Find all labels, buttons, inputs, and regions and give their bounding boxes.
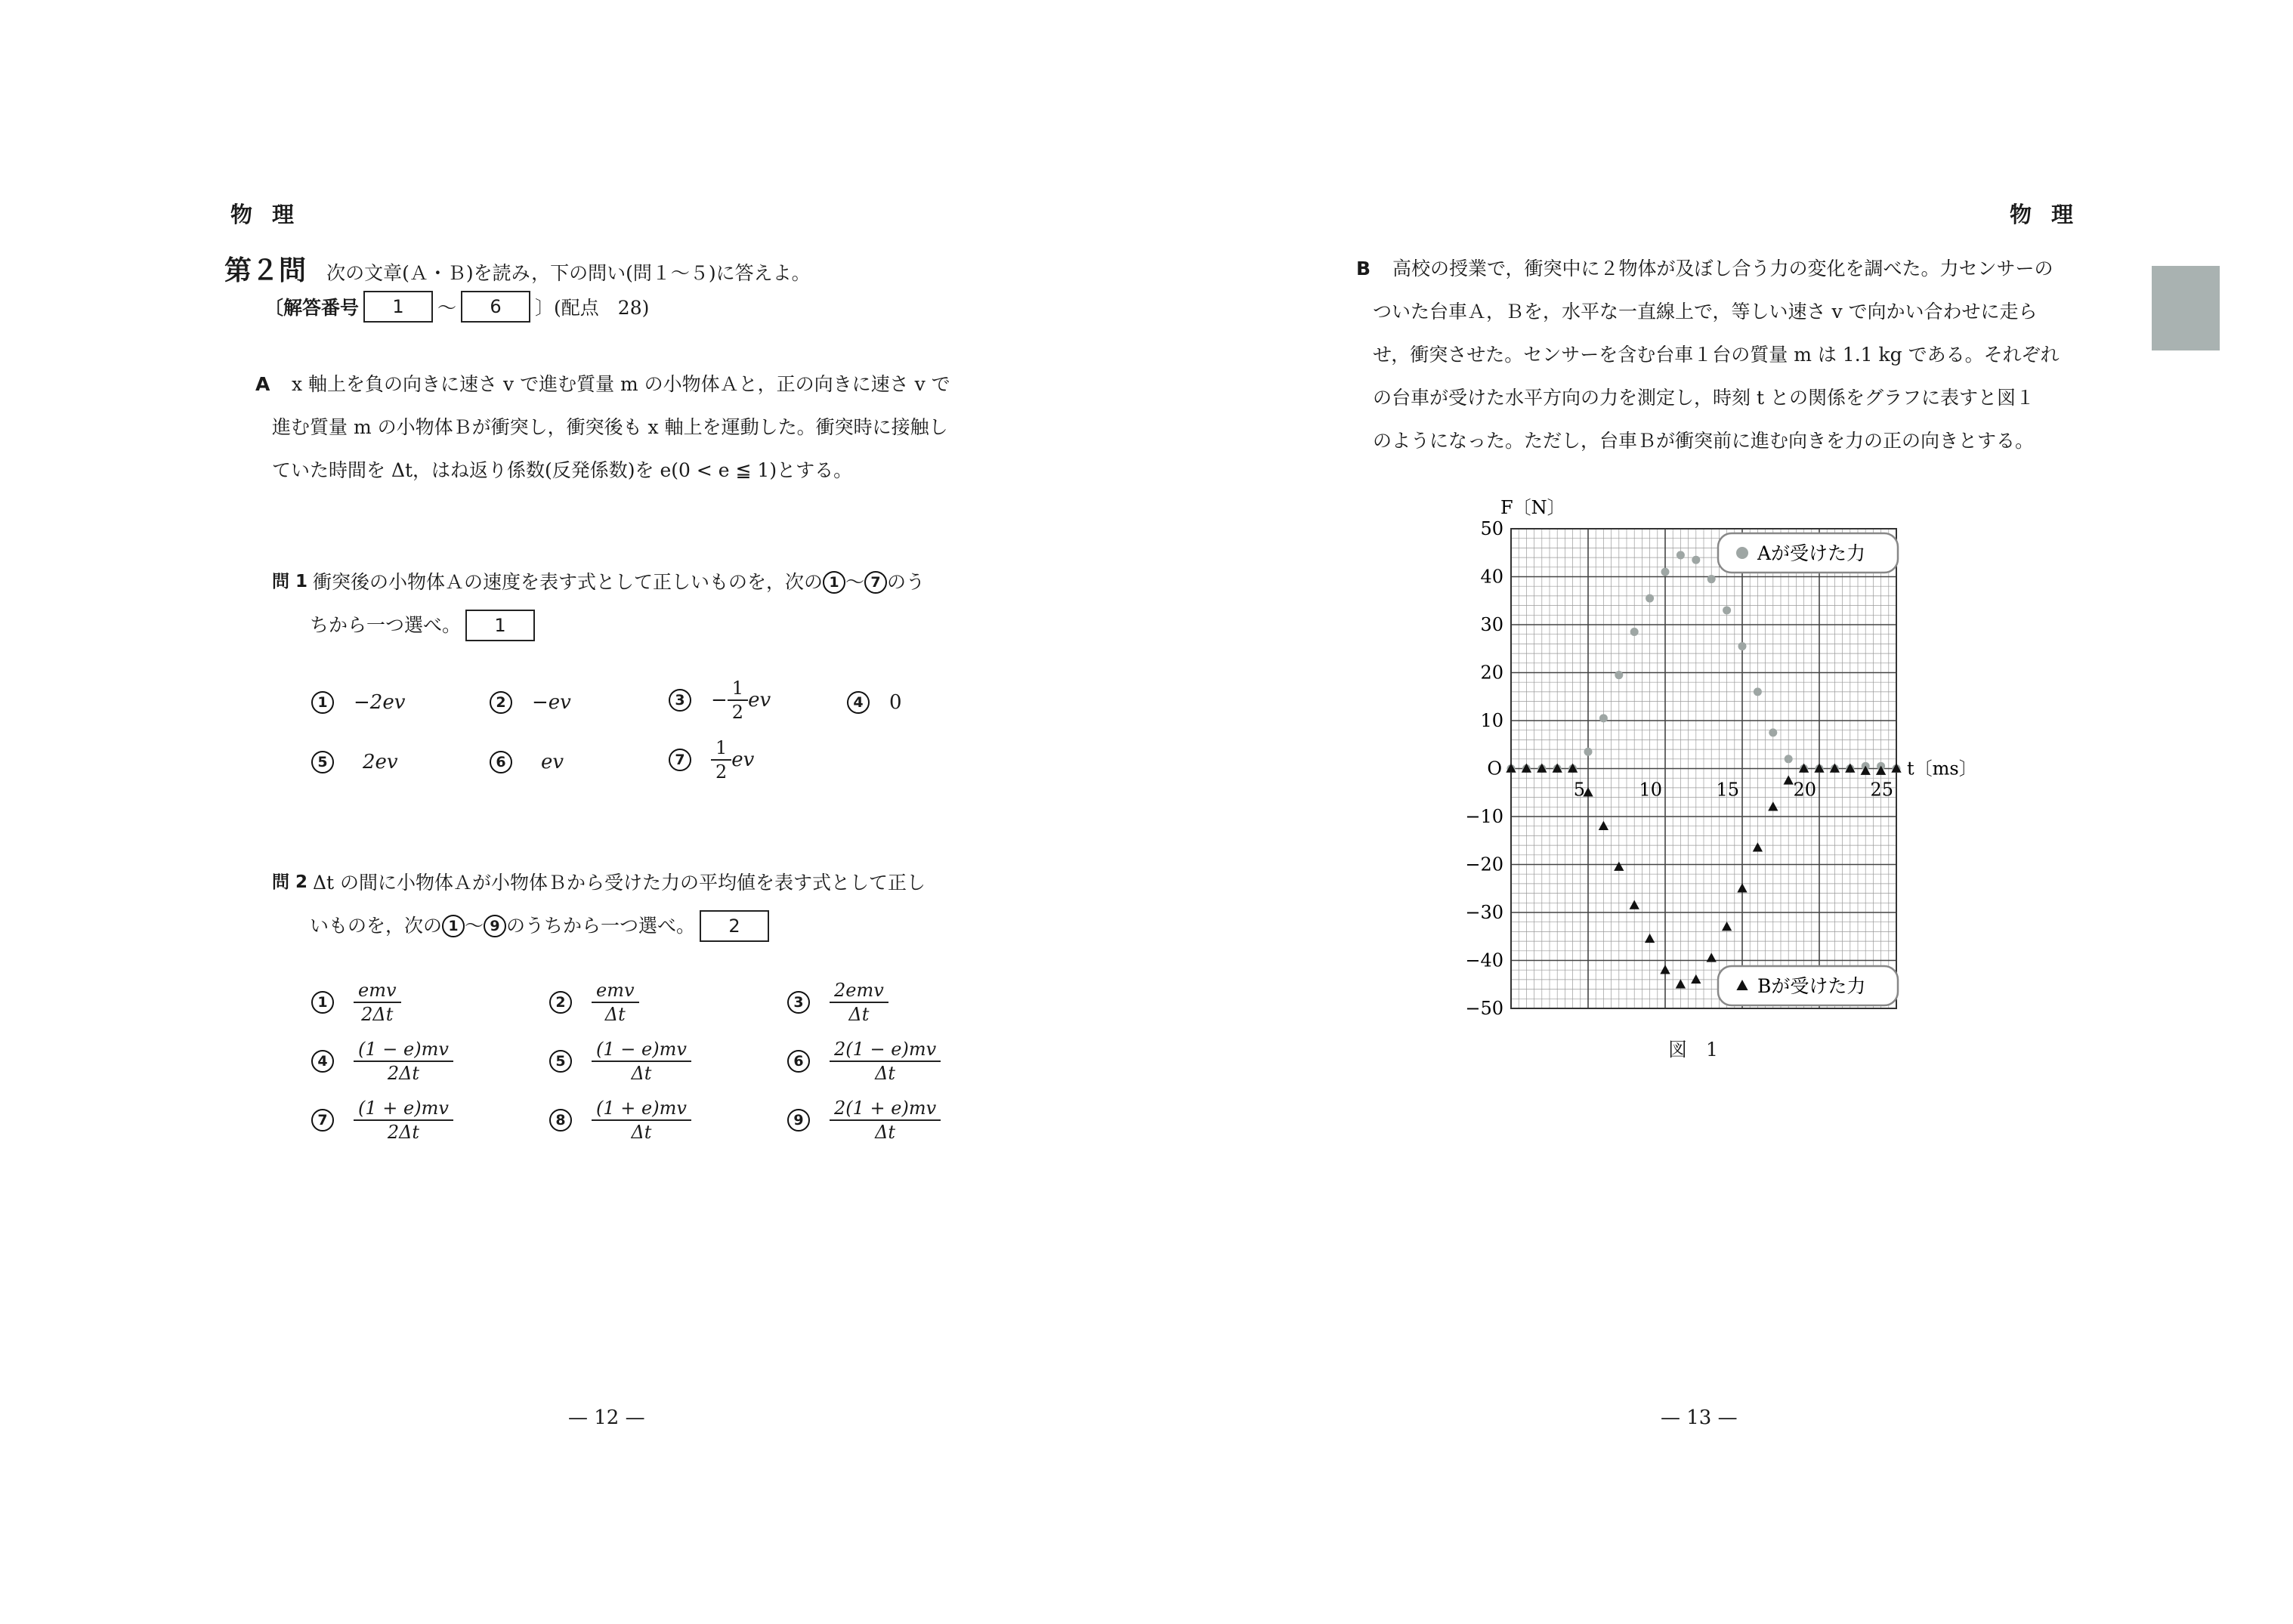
q2-option-4 bbox=[311, 1039, 453, 1084]
series-a-point bbox=[1615, 671, 1623, 679]
q2-option-6-number: 6 bbox=[787, 1050, 810, 1073]
q1-option-3 bbox=[669, 678, 771, 723]
section-a-line-1: x 軸上を負の向きに速さ v で進む質量 m の小物体Ａと，正の向きに速さ v で bbox=[292, 373, 950, 395]
q2-option-2-number: 2 bbox=[549, 991, 572, 1014]
legend-b-label: Bが受けた力 bbox=[1757, 975, 1866, 997]
q2-option-1-fraction bbox=[354, 980, 401, 1025]
q1-option-2-number: 2 bbox=[490, 691, 512, 714]
q1-label: 問 1 bbox=[272, 572, 308, 591]
q2-option-8-number: 8 bbox=[549, 1109, 572, 1132]
q2-range-tilde: ～ bbox=[465, 915, 484, 937]
series-b-point bbox=[1722, 922, 1732, 931]
q2-option-2 bbox=[549, 980, 639, 1025]
q1-line1-post: のう bbox=[887, 571, 926, 593]
x-tick-label: 20 bbox=[1793, 779, 1816, 801]
x-tick-label: 15 bbox=[1716, 779, 1739, 801]
q2-option-9 bbox=[787, 1098, 941, 1143]
q2-option-7-number: 7 bbox=[311, 1109, 334, 1132]
q1-option-3-sign: − bbox=[711, 689, 728, 712]
answer-range-row bbox=[264, 291, 649, 323]
q1-option-5-text: 2ev bbox=[363, 751, 398, 773]
q1-option-3-suffix: ev bbox=[748, 689, 771, 712]
series-b-point bbox=[1707, 952, 1717, 962]
q2-option-5-fraction bbox=[592, 1039, 691, 1084]
section-b bbox=[1356, 247, 2060, 462]
q2-option-4-fraction bbox=[354, 1039, 453, 1084]
q2-option-1 bbox=[311, 980, 401, 1025]
q1-option-7-suffix: ev bbox=[731, 749, 755, 771]
q1-option-1 bbox=[311, 691, 405, 714]
q2-option-8-numerator: (1 + e)mv bbox=[592, 1098, 691, 1121]
figure-caption: 図 1 bbox=[1668, 1039, 1718, 1061]
q1-option-7 bbox=[669, 737, 754, 783]
q2-range-start: 1 bbox=[442, 915, 465, 937]
q1-option-7-fraction bbox=[711, 737, 731, 783]
q2-option-9-denominator: Δt bbox=[875, 1122, 896, 1143]
q1-option-3-fraction bbox=[728, 678, 748, 723]
q1-option-7-number: 7 bbox=[669, 749, 691, 771]
y-tick-label: 50 bbox=[1480, 518, 1503, 539]
q2-option-9-fraction bbox=[830, 1098, 941, 1143]
series-b-point bbox=[1784, 775, 1794, 784]
series-a-point bbox=[1707, 575, 1716, 583]
series-b-point bbox=[1630, 900, 1639, 909]
q1-line2: ちから一つ選べ。 bbox=[310, 614, 462, 636]
right-page-number: — 13 — bbox=[1661, 1406, 1738, 1429]
q2-option-7-fraction bbox=[354, 1098, 453, 1143]
q2-option-5 bbox=[549, 1039, 691, 1084]
section-a-line-2: 進む質量 m の小物体Ｂが衝突し，衝突後も x 軸上を運動した。衝突時に接触し bbox=[272, 416, 948, 438]
q2-option-3-numerator: 2emv bbox=[830, 980, 888, 1003]
section-b-line-4: の台車が受けた水平方向の力を測定し，時刻 t との関係をグラフに表すと図１ bbox=[1373, 387, 2035, 409]
q2-option-3-denominator: Δt bbox=[848, 1004, 870, 1025]
section-a bbox=[255, 363, 950, 492]
chapter-side-tab bbox=[2152, 266, 2220, 350]
q1-option-4-text: 0 bbox=[889, 691, 902, 714]
q1-option-7-denominator: 2 bbox=[715, 761, 728, 783]
answer-range-label: 〔解答番号 bbox=[264, 297, 360, 319]
q1-answer-box: 1 bbox=[465, 610, 535, 641]
q2-option-8-denominator: Δt bbox=[631, 1122, 652, 1143]
chart-x-axis-label: t〔ms〕 bbox=[1907, 758, 1977, 780]
legend-a-circle-marker bbox=[1736, 547, 1748, 559]
section-b-line-3: せ，衝突させた。センサーを含む台車１台の質量 m は 1.1 kg である。それぞれ bbox=[1373, 344, 2060, 366]
answer-box-start: 1 bbox=[363, 291, 433, 323]
q1-option-4 bbox=[847, 691, 902, 714]
q2-option-2-fraction bbox=[592, 980, 639, 1025]
series-b-point bbox=[1645, 934, 1655, 943]
q2-option-1-number: 1 bbox=[311, 991, 334, 1014]
series-a-point bbox=[1599, 714, 1608, 722]
q1-option-6 bbox=[490, 751, 564, 773]
answer-range-tilde: ～ bbox=[437, 297, 457, 319]
legend-b-received-force bbox=[1718, 966, 1898, 1005]
q1-option-4-number: 4 bbox=[847, 691, 870, 714]
q2-option-4-denominator: 2Δt bbox=[387, 1063, 420, 1084]
q2-label: 問 2 bbox=[272, 872, 308, 892]
y-tick-label: 20 bbox=[1480, 662, 1503, 684]
y-tick-label: 40 bbox=[1480, 566, 1503, 588]
q2-option-7 bbox=[311, 1098, 453, 1143]
left-page-number: — 12 — bbox=[568, 1406, 645, 1429]
q2-option-1-numerator: emv bbox=[354, 980, 401, 1003]
chart-y-axis-label: F〔N〕 bbox=[1500, 497, 1565, 518]
q1-option-6-number: 6 bbox=[490, 751, 512, 773]
series-b-point bbox=[1660, 965, 1670, 974]
chart-origin-label: O bbox=[1487, 758, 1502, 780]
series-a-point bbox=[1692, 556, 1700, 564]
q2-option-6-fraction bbox=[830, 1039, 941, 1084]
q2-option-4-number: 4 bbox=[311, 1050, 334, 1073]
series-a-point bbox=[1676, 551, 1685, 559]
q2-range-end: 9 bbox=[484, 915, 506, 937]
series-a-point bbox=[1785, 755, 1793, 763]
legend-a-received-force bbox=[1718, 533, 1898, 573]
q1-option-1-text: −2ev bbox=[354, 691, 406, 714]
q2-option-3-fraction bbox=[830, 980, 888, 1025]
q2-line2-post: のうちから一つ選べ。 bbox=[506, 915, 696, 937]
q1-range-end: 7 bbox=[864, 571, 887, 594]
q1-option-7-numerator: 1 bbox=[711, 737, 731, 761]
question-2 bbox=[272, 861, 926, 947]
q2-option-8-fraction bbox=[592, 1098, 691, 1143]
q2-option-3 bbox=[787, 980, 888, 1025]
q2-line1: Δt の間に小物体Ａが小物体Ｂから受けた力の平均値を表す式として正し bbox=[313, 872, 926, 894]
q2-option-6-denominator: Δt bbox=[875, 1063, 896, 1084]
q2-option-8 bbox=[549, 1098, 691, 1143]
answer-box-end: 6 bbox=[461, 291, 530, 323]
section-b-line-5: のようになった。ただし，台車Ｂが衝突前に進む向きを力の正の向きとする。 bbox=[1373, 430, 2035, 452]
q2-option-2-denominator: Δt bbox=[604, 1004, 626, 1025]
question-title: 第２問 bbox=[224, 255, 307, 286]
force-time-chart bbox=[1435, 483, 1977, 1027]
right-page-header: 物理 bbox=[2010, 202, 2094, 227]
q1-option-2-text: −ev bbox=[532, 691, 571, 714]
left-page-header: 物理 bbox=[230, 202, 314, 227]
y-tick-label: −10 bbox=[1465, 806, 1503, 827]
y-tick-label: −40 bbox=[1465, 949, 1503, 971]
series-a-point bbox=[1630, 628, 1639, 636]
q2-option-5-denominator: Δt bbox=[631, 1063, 652, 1084]
series-b-point bbox=[1753, 842, 1763, 851]
q2-option-9-numerator: 2(1 + e)mv bbox=[830, 1098, 941, 1121]
series-b-point bbox=[1676, 979, 1686, 988]
q1-option-3-denominator: 2 bbox=[731, 702, 744, 723]
q2-option-5-number: 5 bbox=[549, 1050, 572, 1073]
q1-option-3-numerator: 1 bbox=[728, 678, 748, 701]
y-tick-label: 30 bbox=[1480, 614, 1503, 635]
question-intro: 次の文章(Ａ・Ｂ)を読み，下の問い(問１～５)に答えよ。 bbox=[326, 262, 811, 284]
q2-answer-box: 2 bbox=[700, 910, 769, 942]
series-a-point bbox=[1769, 728, 1777, 736]
section-a-line-3: ていた時間を Δt，はね返り係数(反発係数)を e(0 < e ≦ 1)とする。 bbox=[272, 459, 853, 481]
series-b-point bbox=[1614, 862, 1624, 871]
q2-option-3-number: 3 bbox=[787, 991, 810, 1014]
legend-a-label: Aが受けた力 bbox=[1757, 542, 1866, 564]
series-a-point bbox=[1584, 748, 1593, 756]
series-a-point bbox=[1754, 687, 1762, 696]
series-a-point bbox=[1723, 606, 1731, 614]
q2-option-6-numerator: 2(1 − e)mv bbox=[830, 1039, 941, 1062]
q1-option-6-text: ev bbox=[541, 751, 564, 773]
q2-option-4-numerator: (1 − e)mv bbox=[354, 1039, 453, 1062]
section-b-line-1: 高校の授業で，衝突中に２物体が及ぼし合う力の変化を調べた。力センサーの bbox=[1392, 258, 2054, 279]
question-heading bbox=[224, 249, 811, 295]
q1-range-start: 1 bbox=[823, 571, 845, 594]
q2-option-7-denominator: 2Δt bbox=[387, 1122, 420, 1143]
q2-option-6 bbox=[787, 1039, 941, 1084]
q1-option-5 bbox=[311, 751, 398, 773]
series-b-point bbox=[1691, 974, 1701, 983]
series-a-point bbox=[1661, 568, 1670, 576]
series-a-point bbox=[1646, 594, 1654, 603]
series-b-point bbox=[1737, 883, 1747, 892]
section-a-label: A bbox=[255, 373, 270, 395]
section-b-label: B bbox=[1356, 258, 1371, 279]
q1-option-1-number: 1 bbox=[311, 691, 334, 714]
q1-option-5-number: 5 bbox=[311, 751, 334, 773]
x-tick-label: 5 bbox=[1573, 779, 1585, 801]
y-tick-label: 10 bbox=[1480, 710, 1503, 731]
series-a-point bbox=[1738, 642, 1747, 650]
q2-option-9-number: 9 bbox=[787, 1109, 810, 1132]
question-1 bbox=[272, 560, 925, 647]
x-tick-label: 25 bbox=[1870, 779, 1893, 801]
q1-option-2 bbox=[490, 691, 571, 714]
y-tick-label: −50 bbox=[1465, 998, 1503, 1019]
section-b-line-2: ついた台車Ａ，Ｂを，水平な一直線上で，等しい速さ v で向かい合わせに走ら bbox=[1373, 301, 2038, 323]
y-tick-label: −30 bbox=[1465, 902, 1503, 923]
q1-line1-pre: 衝突後の小物体Ａの速度を表す式として正しいものを，次の bbox=[313, 571, 824, 593]
series-b-point bbox=[1768, 801, 1778, 810]
q2-line2-pre: いものを，次の bbox=[310, 915, 443, 937]
y-tick-label: −20 bbox=[1465, 854, 1503, 875]
q1-option-3-number: 3 bbox=[669, 689, 691, 712]
q2-option-7-numerator: (1 + e)mv bbox=[354, 1098, 453, 1121]
q2-option-2-numerator: emv bbox=[592, 980, 639, 1003]
q2-option-5-numerator: (1 − e)mv bbox=[592, 1039, 691, 1062]
x-tick-label: 10 bbox=[1639, 779, 1662, 801]
q1-range-tilde: ～ bbox=[845, 571, 865, 593]
q2-option-1-denominator: 2Δt bbox=[361, 1004, 394, 1025]
series-b-point bbox=[1599, 821, 1608, 830]
answer-range-points: 〕(配点 28) bbox=[535, 297, 650, 319]
